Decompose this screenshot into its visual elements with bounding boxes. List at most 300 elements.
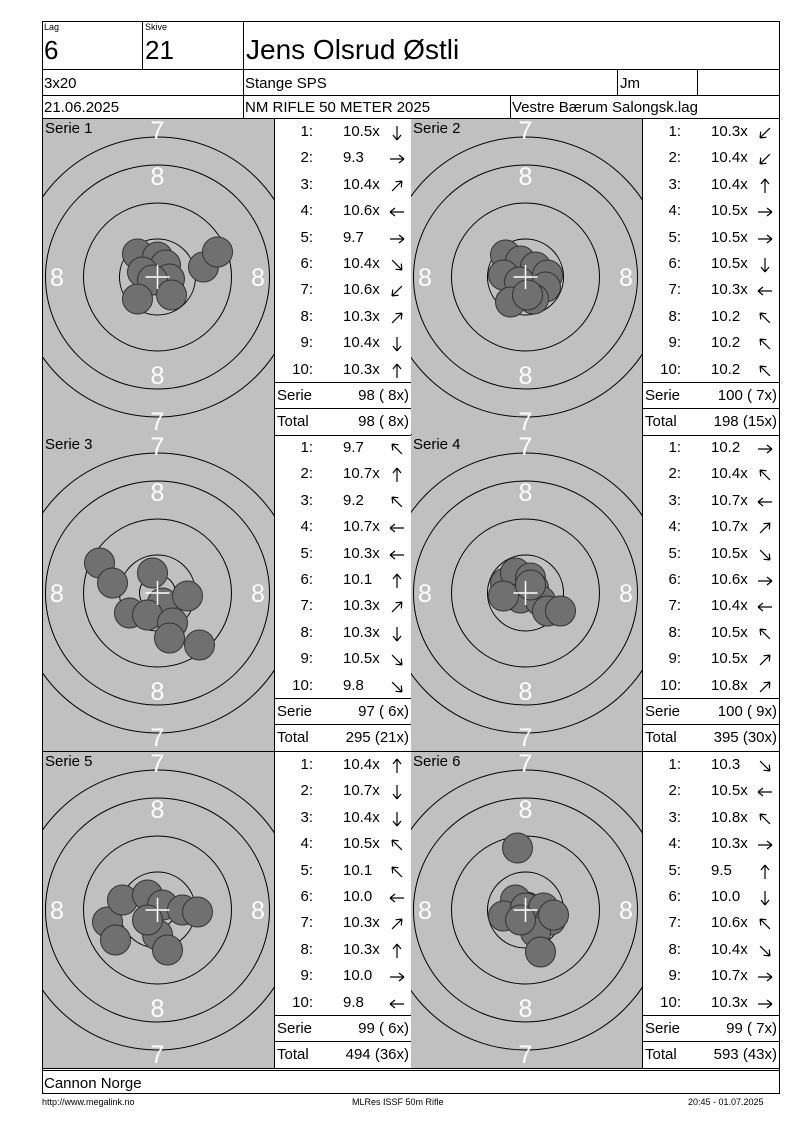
direction-arrow-icon [389, 231, 405, 247]
shot-score: 10.4x [343, 808, 380, 826]
shot-number: 5: [668, 861, 681, 879]
shot-score: 10.7x [711, 518, 748, 536]
shot-score: 10.3x [343, 623, 380, 641]
program: 3x20 [44, 75, 77, 92]
venue: Vestre Bærum Salongsk.lag [512, 99, 698, 116]
series-sum-row [275, 383, 411, 408]
total-label: Total [645, 729, 677, 746]
shot-number: 8: [300, 307, 313, 325]
shot-score: 10.5x [343, 650, 380, 668]
ring-number: 8 [150, 796, 165, 824]
direction-arrow-icon [389, 864, 405, 880]
direction-arrow-icon [389, 811, 405, 827]
shot-number: 10: [292, 360, 313, 378]
ring-number: 7 [150, 408, 165, 435]
shot-hole-2 [98, 568, 128, 598]
ring-number: 8 [619, 580, 633, 608]
shot-hole-10 [203, 237, 233, 267]
shot-hole-8 [526, 937, 556, 967]
direction-arrow-icon [389, 626, 405, 642]
shot-row [643, 225, 779, 251]
ring-number: 8 [251, 580, 265, 608]
shot-hole-10 [539, 900, 569, 930]
shot-number: 7: [668, 914, 681, 932]
shot-number: 10: [660, 993, 681, 1011]
shot-row [275, 225, 411, 251]
direction-arrow-icon [389, 573, 405, 589]
ring-number: 8 [619, 264, 633, 292]
direction-arrow-icon [757, 494, 773, 510]
shot-number: 1: [668, 439, 681, 456]
shot-score: 10.3x [711, 993, 748, 1011]
direction-arrow-icon [757, 151, 773, 167]
ring-number: 8 [251, 897, 265, 925]
shot-row [275, 673, 411, 699]
serie-label: Serie [277, 703, 313, 720]
ring-number: 7 [150, 119, 165, 145]
shot-score: 10.5x [711, 255, 748, 272]
shot-number: 6: [300, 888, 313, 905]
shot-number: 5: [668, 228, 681, 246]
shot-hole-8 [489, 581, 519, 611]
shot-row [275, 593, 411, 619]
shot-number: 3: [300, 808, 313, 826]
lag-label: Lag [44, 22, 60, 32]
shot-row [643, 145, 779, 171]
shot-score: 10.4x [711, 175, 748, 193]
shot-score: 10.4x [343, 334, 380, 352]
shot-score: 9.8 [343, 676, 364, 694]
shot-row [275, 778, 411, 804]
target-face [411, 435, 642, 751]
shot-row [643, 514, 779, 540]
series-sum-row [643, 699, 779, 724]
shot-number: 2: [668, 465, 681, 483]
direction-arrow-icon [757, 758, 773, 774]
direction-arrow-icon [757, 336, 773, 352]
direction-arrow-icon [389, 283, 405, 299]
shot-row [275, 805, 411, 831]
series-title: Serie 3 [45, 436, 93, 453]
ring-number: 7 [150, 752, 165, 778]
direction-arrow-icon [757, 864, 773, 880]
shot-score: 10.3x [711, 835, 748, 853]
shot-score: 9.7 [343, 439, 364, 456]
shot-score: 9.3 [343, 149, 364, 167]
serie-value: 97 ( 6x) [358, 703, 409, 720]
shot-score: 10.0 [343, 967, 373, 985]
shot-row [275, 541, 411, 567]
grid-line [779, 118, 780, 435]
target-face [411, 752, 642, 1068]
shot-row [643, 330, 779, 356]
shot-row [275, 119, 411, 145]
shot-hole-7 [123, 284, 153, 314]
shot-number: 8: [668, 940, 681, 958]
ring-number: 8 [150, 362, 165, 390]
direction-arrow-icon [389, 441, 405, 457]
shot-number: 9: [668, 967, 681, 985]
series-sum-row [643, 1016, 779, 1041]
shot-score: 10.3 [711, 756, 741, 773]
direction-arrow-icon [757, 363, 773, 379]
shot-number: 4: [300, 835, 313, 853]
shot-score: 10.7x [343, 782, 380, 800]
shot-number: 1: [668, 756, 681, 773]
shot-row [275, 567, 411, 593]
shot-row [643, 119, 779, 145]
shot-row [275, 145, 411, 171]
shot-row [643, 937, 779, 963]
total-label: Total [277, 1046, 309, 1063]
shot-score: 10.7x [343, 518, 380, 536]
shot-number: 9: [300, 967, 313, 985]
shot-row [275, 251, 411, 277]
footer-url[interactable]: http://www.megalink.no [42, 1097, 135, 1107]
footer-app: MLRes ISSF 50m Rifle [352, 1097, 444, 1107]
direction-arrow-icon [389, 943, 405, 959]
total-sum-row [643, 725, 779, 750]
shot-number: 5: [668, 544, 681, 562]
total-sum-row [643, 409, 779, 434]
series-title: Serie 2 [413, 120, 461, 137]
ring-number: 8 [418, 580, 432, 608]
shot-row [275, 488, 411, 514]
target-face [411, 119, 642, 435]
direction-arrow-icon [389, 494, 405, 510]
total-value: 295 (21x) [345, 729, 409, 746]
total-value: 395 (30x) [713, 729, 777, 746]
shot-row [275, 461, 411, 487]
total-value: 98 ( 8x) [358, 413, 409, 430]
ring-number: 8 [518, 163, 533, 191]
shot-row [275, 620, 411, 646]
shot-score: 10.4x [343, 756, 380, 773]
lag-number: 6 [44, 35, 59, 65]
shot-score: 9.7 [343, 228, 364, 246]
shot-row [643, 910, 779, 936]
ring-number: 8 [150, 163, 165, 191]
shot-number: 7: [300, 597, 313, 615]
shot-number: 10: [660, 676, 681, 694]
ring-number: 7 [150, 435, 165, 461]
shot-row [275, 357, 411, 383]
shot-number: 10: [292, 993, 313, 1011]
shot-score: 10.1 [343, 571, 373, 588]
shot-score: 10.4x [711, 465, 748, 483]
shot-score: 10.0 [711, 888, 741, 905]
target-series-6 [411, 752, 642, 1068]
shot-score: 10.5x [711, 202, 748, 220]
shot-row [643, 567, 779, 593]
direction-arrow-icon [389, 599, 405, 615]
shot-row [643, 620, 779, 646]
ring-number: 8 [50, 580, 64, 608]
direction-arrow-icon [757, 811, 773, 827]
shot-score: 9.8 [343, 993, 364, 1011]
grid-line [779, 434, 780, 751]
shot-row [643, 172, 779, 198]
grid-line [779, 751, 780, 1068]
shot-row [275, 831, 411, 857]
direction-arrow-icon [389, 547, 405, 563]
shot-hole-10 [185, 630, 215, 660]
total-sum-row [643, 1042, 779, 1067]
shot-hole-7 [101, 925, 131, 955]
shot-score: 10.3x [343, 360, 380, 378]
total-label: Total [277, 729, 309, 746]
direction-arrow-icon [757, 916, 773, 932]
shot-row [275, 646, 411, 672]
shot-score: 10.2 [711, 439, 741, 456]
ring-number: 8 [251, 264, 265, 292]
shot-hole-10 [513, 280, 543, 310]
shot-row [643, 541, 779, 567]
shot-row [643, 277, 779, 303]
shot-row [275, 752, 411, 778]
direction-arrow-icon [757, 467, 773, 483]
ring-number: 8 [518, 995, 533, 1023]
ring-number: 8 [50, 264, 64, 292]
direction-arrow-icon [757, 441, 773, 457]
shot-score: 10.5x [711, 782, 748, 800]
shot-score: 10.3x [343, 307, 380, 325]
sponsor: Cannon Norge [44, 1075, 142, 1092]
shot-number: 9: [668, 650, 681, 668]
direction-arrow-icon [389, 125, 405, 141]
direction-arrow-icon [757, 784, 773, 800]
direction-arrow-icon [757, 599, 773, 615]
shot-number: 7: [300, 914, 313, 932]
series-sum-row [275, 699, 411, 724]
shot-hole-9 [155, 623, 185, 653]
shot-row [275, 910, 411, 936]
shot-number: 5: [300, 861, 313, 879]
target-series-3 [43, 435, 274, 751]
shot-number: 10: [292, 676, 313, 694]
shot-hole-8 [157, 280, 187, 310]
shot-row [643, 251, 779, 277]
shot-row [643, 646, 779, 672]
direction-arrow-icon [389, 969, 405, 985]
total-label: Total [277, 413, 309, 430]
direction-arrow-icon [389, 336, 405, 352]
shot-number: 1: [300, 123, 313, 140]
direction-arrow-icon [757, 890, 773, 906]
shot-score: 9.2 [343, 491, 364, 509]
shot-row [275, 514, 411, 540]
direction-arrow-icon [389, 916, 405, 932]
series-sum-row [643, 383, 779, 408]
shot-row [275, 330, 411, 356]
ring-number: 8 [518, 479, 533, 507]
shot-row [275, 963, 411, 989]
grid-line [410, 1068, 780, 1069]
target-series-2 [411, 119, 642, 435]
skive-number: 21 [145, 35, 174, 65]
shot-number: 1: [300, 756, 313, 773]
shot-row [643, 357, 779, 383]
shot-hole-9 [153, 935, 183, 965]
shooter-name: Jens Olsrud Østli [246, 34, 460, 65]
shot-number: 8: [300, 940, 313, 958]
target-series-5 [43, 752, 274, 1068]
total-sum-row [275, 725, 411, 750]
direction-arrow-icon [757, 626, 773, 642]
shot-row [275, 198, 411, 224]
serie-value: 99 ( 7x) [726, 1020, 777, 1037]
series-title: Serie 1 [45, 120, 93, 137]
serie-label: Serie [277, 1020, 313, 1037]
target-series-4 [411, 435, 642, 751]
direction-arrow-icon [389, 257, 405, 273]
shot-row [643, 858, 779, 884]
skive-label: Skive [145, 22, 168, 32]
shot-number: 2: [668, 782, 681, 800]
shot-row [643, 778, 779, 804]
total-value: 593 (43x) [713, 1046, 777, 1063]
direction-arrow-icon [757, 231, 773, 247]
shot-score: 10.6x [711, 571, 748, 588]
class: Jm [620, 75, 640, 92]
shot-row [275, 435, 411, 461]
ring-number: 7 [150, 724, 165, 751]
target-face [43, 435, 274, 751]
shot-score: 10.6x [711, 914, 748, 932]
shot-score: 10.4x [711, 940, 748, 958]
shot-number: 3: [668, 808, 681, 826]
shot-score: 10.6x [343, 281, 380, 299]
total-label: Total [645, 413, 677, 430]
shot-row [643, 673, 779, 699]
ring-number: 8 [150, 678, 165, 706]
shot-number: 6: [668, 255, 681, 272]
shot-hole-6 [183, 897, 213, 927]
shot-number: 6: [300, 571, 313, 588]
shot-score: 10.7x [711, 491, 748, 509]
shot-row [275, 304, 411, 330]
shot-score: 10.3x [711, 281, 748, 299]
shot-number: 4: [668, 518, 681, 536]
shot-score: 10.7x [343, 465, 380, 483]
direction-arrow-icon [389, 467, 405, 483]
direction-arrow-icon [757, 969, 773, 985]
shot-score: 10.4x [343, 255, 380, 272]
ring-number: 7 [518, 752, 533, 778]
direction-arrow-icon [757, 204, 773, 220]
direction-arrow-icon [757, 283, 773, 299]
direction-arrow-icon [389, 178, 405, 194]
shot-number: 8: [300, 623, 313, 641]
shot-number: 5: [300, 544, 313, 562]
shot-number: 6: [300, 255, 313, 272]
shot-number: 2: [668, 149, 681, 167]
direction-arrow-icon [757, 310, 773, 326]
direction-arrow-icon [757, 943, 773, 959]
ring-number: 8 [518, 796, 533, 824]
shot-row [275, 990, 411, 1016]
shot-number: 4: [668, 835, 681, 853]
direction-arrow-icon [389, 679, 405, 695]
shot-number: 3: [668, 491, 681, 509]
grid-line [42, 1068, 412, 1069]
target-face [43, 119, 274, 435]
shot-number: 8: [668, 307, 681, 325]
series-title: Serie 6 [413, 753, 461, 770]
shot-number: 1: [300, 439, 313, 456]
shot-number: 6: [668, 888, 681, 905]
shot-row [643, 461, 779, 487]
shot-score: 10.5x [711, 228, 748, 246]
total-sum-row [275, 1042, 411, 1067]
shot-number: 10: [660, 360, 681, 378]
footer-timestamp: 20:45 - 01.07.2025 [688, 1097, 764, 1107]
shot-score: 10.2 [711, 334, 741, 352]
shot-row [643, 752, 779, 778]
direction-arrow-icon [389, 784, 405, 800]
direction-arrow-icon [757, 837, 773, 853]
ring-number: 8 [150, 995, 165, 1023]
ring-number: 8 [518, 678, 533, 706]
serie-label: Serie [645, 1020, 681, 1037]
direction-arrow-icon [389, 652, 405, 668]
direction-arrow-icon [389, 837, 405, 853]
series-sum-row [275, 1016, 411, 1041]
direction-arrow-icon [757, 547, 773, 563]
ring-number: 7 [150, 1041, 165, 1068]
ring-number: 8 [619, 897, 633, 925]
shot-number: 7: [668, 281, 681, 299]
direction-arrow-icon [757, 178, 773, 194]
shot-row [643, 435, 779, 461]
shot-score: 10.0 [343, 888, 373, 905]
serie-value: 100 ( 9x) [717, 703, 777, 720]
shot-number: 2: [300, 465, 313, 483]
shot-score: 10.4x [711, 149, 748, 167]
direction-arrow-icon [757, 652, 773, 668]
shot-score: 10.2 [711, 360, 741, 378]
shot-score: 10.5x [711, 650, 748, 668]
ring-number: 7 [518, 1041, 533, 1068]
ring-number: 8 [518, 362, 533, 390]
serie-value: 99 ( 6x) [358, 1020, 409, 1037]
shot-score: 10.3x [343, 544, 380, 562]
shot-row [643, 963, 779, 989]
shot-row [275, 858, 411, 884]
shot-row [643, 198, 779, 224]
shot-score: 10.4x [711, 597, 748, 615]
shot-score: 10.5x [343, 123, 380, 140]
shot-score: 10.6x [343, 202, 380, 220]
shot-number: 9: [300, 334, 313, 352]
ring-number: 7 [518, 408, 533, 435]
direction-arrow-icon [389, 520, 405, 536]
shot-score: 10.5x [711, 623, 748, 641]
shot-score: 10.5x [343, 835, 380, 853]
direction-arrow-icon [389, 204, 405, 220]
shot-number: 3: [300, 175, 313, 193]
shot-number: 3: [300, 491, 313, 509]
shot-row [275, 884, 411, 910]
ring-number: 8 [418, 264, 432, 292]
serie-value: 98 ( 8x) [358, 387, 409, 404]
series-title: Serie 5 [45, 753, 93, 770]
series-title: Serie 4 [413, 436, 461, 453]
direction-arrow-icon [389, 363, 405, 379]
shot-number: 6: [668, 571, 681, 588]
shot-hole-9 [546, 596, 576, 626]
shot-score: 10.8x [711, 808, 748, 826]
